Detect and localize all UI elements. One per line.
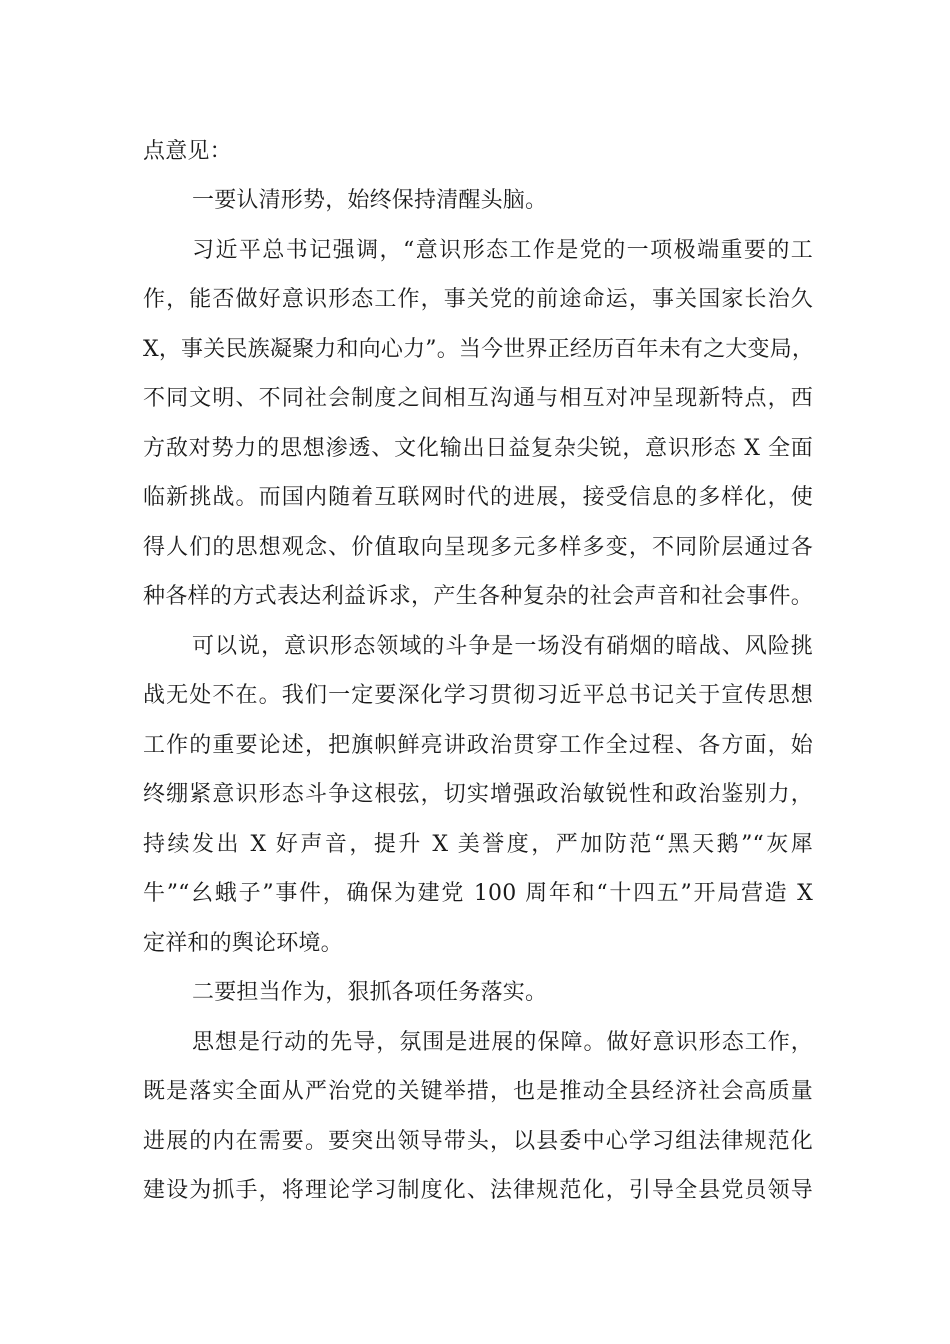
text-line: 既是落实全面从严治党的关键举措，也是推动全县经济社会高质量	[143, 1079, 813, 1104]
text-line: 持续发出 X 好声音，提升 X 美誉度，严加防范“黑天鹅”“灰犀	[143, 832, 813, 857]
text-line: 战无处不在。我们一定要深化学习贯彻习近平总书记关于宣传思想	[143, 683, 813, 708]
text-line: 建设为抓手，将理论学习制度化、法律规范化，引导全县党员领导	[143, 1178, 813, 1203]
text-line: 不同文明、不同社会制度之间相互沟通与相互对冲呈现新特点，西	[143, 386, 813, 411]
text-line: 工作的重要论述，把旗帜鲜亮讲政治贯穿工作全过程、各方面，始	[143, 733, 813, 758]
section-heading-1: 一要认清形势，始终保持清醒头脑。	[192, 188, 548, 213]
text-line: 牛”“幺蛾子”事件，确保为建党 100 周年和“十四五”开局营造 X	[143, 881, 813, 906]
text-line: 进展的内在需要。要突出领导带头，以县委中心学习组法律规范化	[143, 1129, 813, 1154]
text-line: 方敌对势力的思想渗透、文化输出日益复杂尖锐，意识形态 X 全面	[143, 436, 813, 461]
text-line: 思想是行动的先导，氛围是进展的保障。做好意识形态工作，	[192, 1030, 813, 1055]
text-line: 作，能否做好意识形态工作，事关党的前途命运，事关国家长治久	[143, 287, 813, 312]
text-line: X，事关民族凝聚力和向心力”。当今世界正经历百年未有之大变局，	[143, 337, 815, 362]
section-heading-2: 二要担当作为，狠抓各项任务落实。	[192, 980, 548, 1005]
text-line: 得人们的思想观念、价值取向呈现多元多样多变，不同阶层通过各	[143, 535, 813, 560]
text-line: 种各样的方式表达利益诉求，产生各种复杂的社会声音和社会事件。	[143, 584, 813, 609]
text-line: 临新挑战。而国内随着互联网时代的进展，接受信息的多样化，使	[143, 485, 813, 510]
text-line: 可以说，意识形态领域的斗争是一场没有硝烟的暗战、风险挑	[192, 634, 813, 659]
text-line: 定祥和的舆论环境。	[143, 931, 343, 956]
text-line: 点意见：	[143, 139, 232, 164]
text-line: 习近平总书记强调，“意识形态工作是党的一项极端重要的工	[192, 238, 813, 263]
text-line: 终绷紧意识形态斗争这根弦，切实增强政治敏锐性和政治鉴别力，	[143, 782, 813, 807]
